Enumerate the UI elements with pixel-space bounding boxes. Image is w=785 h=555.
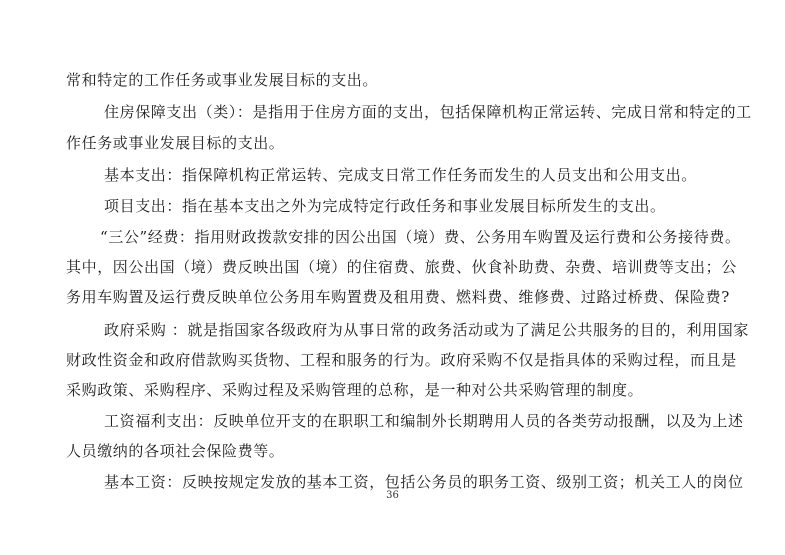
page-number: 36 <box>386 490 399 501</box>
text-line: 基本支出：指保障机构正常运转、完成支日常工作任务而发生的人员支出和公用支出。 <box>104 166 697 184</box>
text-line: 务用车购置及运行费反映单位公务用车购置费及租用费、燃料费、维修费、过路过桥费、保险费? <box>66 288 730 306</box>
text-line: “三公”经费：指用财政拨款安排的因公出国（境）费、公务用车购置及运行费和公务接待费。 <box>100 228 741 246</box>
text-line: 作任务或事业发展目标的支出。 <box>66 134 285 152</box>
text-line: 工资福利支出：反映单位开支的在职职工和编制外长期聘用人员的各类劳动报酬，以及为上述 <box>104 412 744 430</box>
text-line: 项目支出：指在基本支出之外为完成特定行政任务和事业发展目标所发生的支出。 <box>104 197 666 215</box>
text-line: 财政性资金和政府借款购买货物、工程和服务的行为。政府采购不仅是指具体的采购过程，而且是 <box>66 351 737 369</box>
text-line: 基本工资：反映按规定发放的基本工资，包括公务员的职务工资、级别工资；机关工人的岗位 <box>104 473 744 491</box>
text-line: 政府采购 ：就是指国家各级政府为从事日常的政务活动或为了满足公共服务的目的，利用国家 <box>104 321 749 339</box>
text-line: 常和特定的工作任务或事业发展目标的支出。 <box>66 71 379 89</box>
text-line: 采购政策、采购程序、采购过程及采购管理的总称，是一种对公共采购管理的制度。 <box>66 381 644 399</box>
text-line: 住房保障支出（类）：是指用于住房方面的支出，包括保障机构正常运转、完成日常和特定的工 <box>104 103 752 121</box>
text-line: 其中，因公出国（境）费反映出国（境）的住宿费、旅费、伙食补助费、杂费、培训费等支出；公 <box>66 258 737 276</box>
text-line: 人员缴纳的各项社会保险费等。 <box>66 442 285 460</box>
